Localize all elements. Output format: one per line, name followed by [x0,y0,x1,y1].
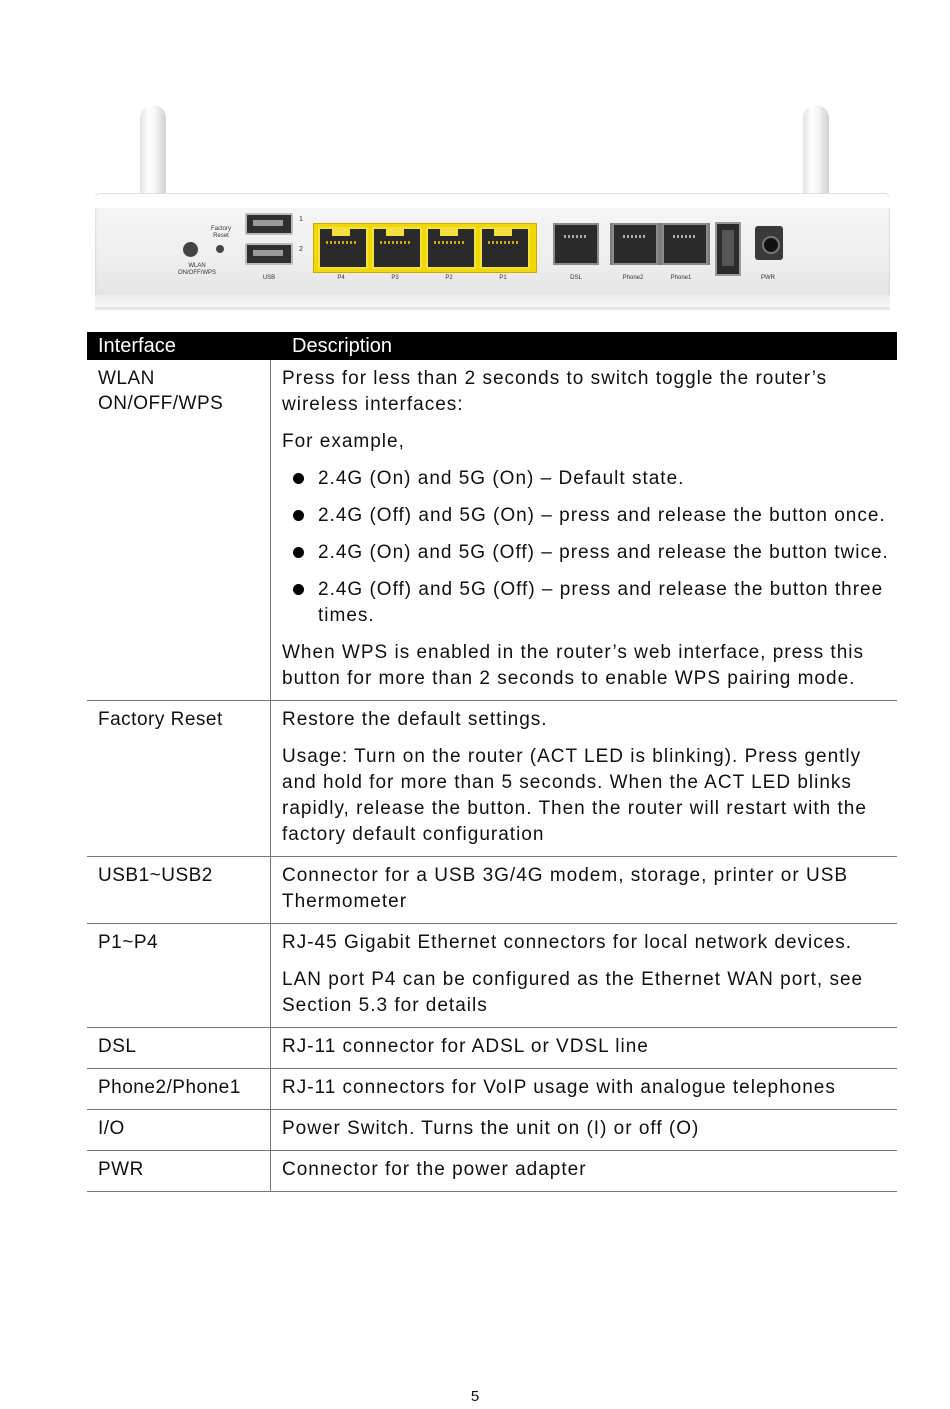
table-row-p1-p4 [87,924,897,1028]
phone-description: RJ-11 connectors for VoIP usage with analogue telephones [282,1077,836,1098]
wlan-button-icon [183,242,198,257]
usb-port-2-number: 2 [299,246,303,253]
usb-port-2-icon [245,243,293,265]
wlan-description-example: For example, [282,431,405,452]
lan-port-p2-icon [426,227,476,269]
list-item: 2.4G (Off) and 5G (On) – press and release the button once. [282,503,897,529]
interface-cell: Factory Reset [87,701,271,856]
pwr-panel-label: PWR [761,275,775,281]
table-row-pwr [87,1151,897,1192]
table-row-factory-reset [87,701,897,857]
lan-port-block [313,223,537,273]
usb-port-1-icon [245,213,293,235]
usb-description: Connector for a USB 3G/4G modem, storage, printer or USB Thermometer [282,865,849,912]
power-switch-icon [715,222,741,276]
interface-cell [87,360,271,700]
interface-cell: DSL [87,1028,271,1068]
interface-table [87,332,897,1192]
io-description: Power Switch. Turns the unit on (I) or off (O) [282,1118,700,1139]
chassis-top-edge [95,193,890,208]
list-item: 2.4G (Off) and 5G (Off) – press and release the button three times. [282,577,897,629]
router-rear-panel-illustration [95,105,890,310]
description-cell [271,1069,897,1109]
wlan-name-line1: WLAN [98,368,155,389]
table-row-dsl [87,1028,897,1069]
description-cell [271,1028,897,1068]
wlan-toggle-list [282,466,897,629]
table-header [87,332,897,360]
interface-cell: I/O [87,1110,271,1150]
usb-port-1-number: 1 [299,216,303,223]
p3-panel-label: P3 [391,275,399,281]
phone1-port-icon [662,223,708,265]
table-row-wlan [87,360,897,701]
interface-cell: Phone2/Phone1 [87,1069,271,1109]
description-cell [271,360,897,700]
chassis-base [95,295,890,310]
description-cell [271,857,897,923]
interface-cell: P1~P4 [87,924,271,1027]
interface-cell: PWR [87,1151,271,1191]
wlan-name-line2: ON/OFF/WPS [98,393,224,414]
phone2-panel-label: Phone2 [622,275,644,281]
wlan-description-wps: When WPS is enabled in the router’s web interface, press this button for more than 2 seconds to enable WPS pairing mode. [282,642,864,689]
lan-port-p3-icon [372,227,422,269]
phone-port-block [610,223,710,265]
lan-port-p4-icon [318,227,368,269]
description-cell [271,1110,897,1150]
wlan-description-intro: Press for less than 2 seconds to switch toggle the router’s wireless interfaces: [282,368,828,415]
interface-cell: USB1~USB2 [87,857,271,923]
p1-panel-label: P1 [499,275,507,281]
table-row-io [87,1110,897,1151]
dsl-panel-label: DSL [570,275,582,281]
factory-reset-panel-label: Factory Reset [210,226,231,239]
wlan-panel-label: WLAN ON/OFF/WPS [178,263,216,276]
power-jack-icon [755,226,783,260]
list-item: 2.4G (On) and 5G (Off) – press and release the button twice. [282,540,897,566]
p2-panel-label: P2 [445,275,453,281]
pwr-description: Connector for the power adapter [282,1159,587,1180]
lan-wan-note: LAN port P4 can be configured as the Ethernet WAN port, see Section 5.3 for details [282,969,864,1016]
factory-reset-usage: Usage: Turn on the router (ACT LED is blinking). Press gently and hold for more than 5 seconds. When the ACT LED blinks rapidly, release the button. Then the router will restart with the factory default configuration [282,746,867,845]
list-item: 2.4G (On) and 5G (On) – Default state. [282,466,897,492]
dsl-port-icon [553,223,599,265]
p4-panel-label: P4 [337,275,345,281]
lan-description: RJ-45 Gigabit Ethernet connectors for local network devices. [282,932,853,953]
usb-panel-label: USB [262,275,276,281]
phone2-port-icon [612,223,658,265]
dsl-description: RJ-11 connector for ADSL or VDSL line [282,1036,649,1057]
description-cell [271,701,897,856]
description-column-header: Description [292,335,393,357]
factory-reset-button-icon [216,245,224,253]
interface-column-header: Interface [98,335,176,357]
page-number: 5 [470,1388,480,1405]
description-cell [271,1151,897,1191]
table-row-usb [87,857,897,924]
lan-port-p1-icon [480,227,530,269]
table-row-phone [87,1069,897,1110]
factory-reset-description: Restore the default settings. [282,709,548,730]
phone1-panel-label: Phone1 [670,275,692,281]
description-cell [271,924,897,1027]
